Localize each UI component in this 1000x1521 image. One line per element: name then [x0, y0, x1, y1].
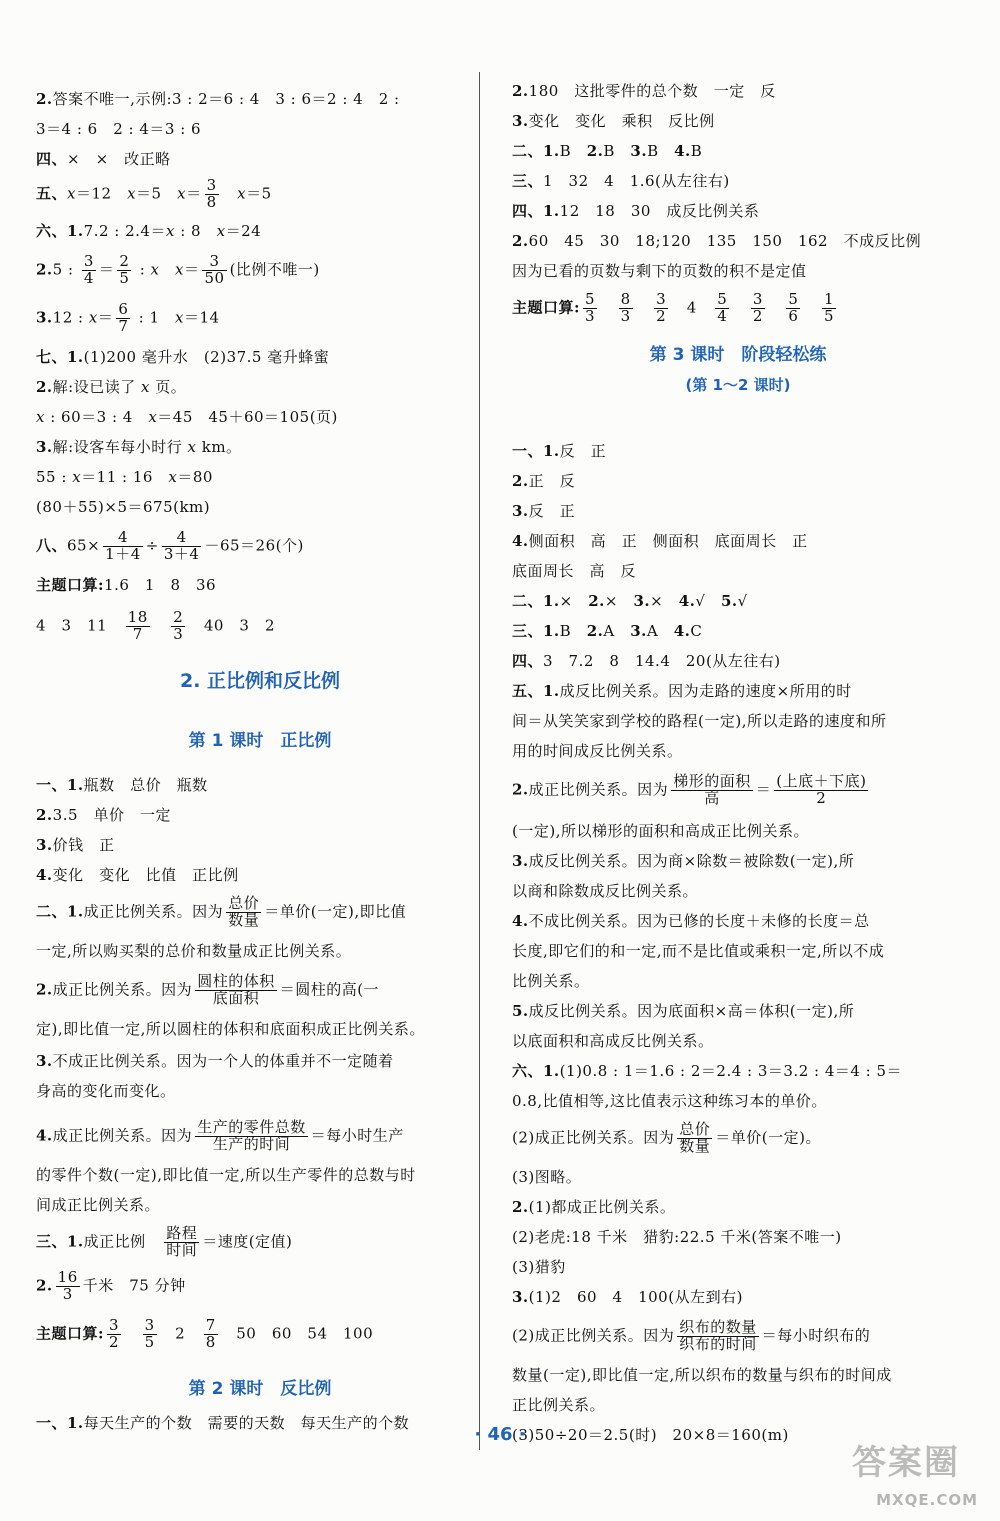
right-answer-line: 以商和除数成反比例关系。 — [512, 882, 699, 900]
right-answer-line: 2.60 45 30 18;120 135 150 162 不成反比例 — [512, 232, 922, 250]
right-answer-line: 二、1.× 2.× 3.× 4.√ 5.√ — [512, 592, 748, 610]
right-answer-line: 2.正 反 — [512, 472, 576, 490]
right-answer-line: 主题口算: $\frac{5}{3}$ $\frac{8}{3}$ $\frac{3}{2}$ 4 $\frac{5}{4}$ $\frac{3}{2}$ $\frac{5}{6}$ $\frac{1}{5}$ — [512, 290, 834, 325]
left-answer-line: 4.成正比例关系。因为 $\frac{\text{生产的零件总数}}{\text{生产的时间}}$ ＝每小时生产 — [36, 1118, 404, 1153]
right-answer-line: 四、3 7.2 8 14.4 20(从左往右) — [512, 652, 781, 670]
right-answer-line: 用的时间成反比例关系。 — [512, 742, 683, 760]
left-answer-line: 主题口算:1.6 1 8 36 — [36, 576, 217, 594]
right-answer-line: 3.反 正 — [512, 502, 576, 520]
right-answer-line: (2)老虎:18 千米 猎豹:22.5 千米(答案不唯一) — [512, 1228, 842, 1246]
right-answer-line: 2.成正比例关系。因为 $\frac{\text{梯形的面积}}{\text{高}}$ ＝ $\frac{\text{(上底＋下底)}}{2}$ — [512, 772, 867, 807]
left-answer-line: 三、1.成正比例 $\frac{\text{路程}}{\text{时间}}$ ＝速度(定值) — [36, 1224, 293, 1259]
left-answer-line: 3.价钱 正 — [36, 836, 115, 854]
left-answer-line: 3＝4 : 6 2 : 4＝3 : 6 — [36, 120, 202, 138]
column-divider — [479, 72, 480, 1450]
right-answer-line: (2)成正比例关系。因为 $\frac{\text{织布的数量}}{\text{织布的时间}}$ ＝每小时织布的 — [512, 1318, 871, 1353]
left-section-title: 2. 正比例和反比例 — [179, 670, 341, 692]
right-answer-line: (3)猎豹 — [512, 1258, 566, 1276]
right-answer-line: 3.变化 变化 乘积 反比例 — [512, 112, 715, 130]
left-answer-line: 一、1.瓶数 总价 瓶数 — [36, 776, 208, 794]
left-answer-line: x : 60＝3 : 4 x＝45 45＋60＝105(页) — [36, 408, 338, 426]
right-answer-line: 五、1.成反比例关系。因为走路的速度×所用的时 — [512, 682, 852, 700]
right-answer-line: 3.(1)2 60 4 100(从左到右) — [512, 1288, 743, 1306]
left-answer-line: 四、× × 改正略 — [36, 150, 171, 168]
left-answer-line: 2.解:设已读了 x 页。 — [36, 378, 187, 396]
right-answer-line: 底面周长 高 反 — [512, 562, 637, 580]
left-answer-line: 二、1.成正比例关系。因为 $\frac{\text{总价}}{\text{数量}}$ ＝单价(一定),即比值 — [36, 894, 407, 929]
watermark-logo-text: 答案圈 — [852, 1443, 960, 1483]
right-answer-line: (一定),所以梯形的面积和高成正比例关系。 — [512, 822, 809, 840]
left-answer-line: (80＋55)×5＝675(km) — [36, 498, 211, 516]
right-answer-line: 以底面积和高成反比例关系。 — [512, 1032, 714, 1050]
left-answer-line: 2.成正比例关系。因为 $\frac{\text{圆柱的体积}}{\text{底面积}}$ ＝圆柱的高(一 — [36, 972, 380, 1007]
left-answer-line: 4.变化 变化 比值 正比例 — [36, 866, 239, 884]
right-answer-line: 4.侧面积 高 正 侧面积 底面周长 正 — [512, 532, 808, 550]
right-answer-line: 间＝从笑笑家到学校的路程(一定),所以走路的速度和所 — [512, 712, 887, 730]
right-answer-line: 六、1.(1)0.8 : 1＝1.6 : 2＝2.4 : 3＝3.2 : 4＝4 : 5＝ — [512, 1062, 903, 1080]
right-answer-line: 三、1.B 2.A 3.A 4.C — [512, 622, 703, 640]
right-answer-line: 三、1 32 4 1.6(从左往右) — [512, 172, 730, 190]
left-answer-line: 一、1.每天生产的个数 需要的天数 每天生产的个数 — [36, 1414, 410, 1432]
right-answer-line: 一、1.反 正 — [512, 442, 607, 460]
left-section-title: 第 2 课时 反比例 — [188, 1379, 332, 1399]
left-answer-line: 2.答案不唯一,示例:3 : 2＝6 : 4 3 : 6＝2 : 4 2 : — [36, 90, 400, 108]
left-answer-line: 定),即比值一定,所以圆柱的体积和底面积成正比例关系。 — [36, 1020, 425, 1038]
right-answer-line: (2)成正比例关系。因为 $\frac{\text{总价}}{\text{数量}}$ ＝单价(一定)。 — [512, 1120, 821, 1155]
left-answer-line: 的零件个数(一定),即比值一定,所以生产零件的总数与时 — [36, 1166, 416, 1184]
watermark-logo — [846, 1435, 978, 1509]
left-answer-line: 主题口算: $\frac{3}{2}$ $\frac{3}{5}$ 2 $\frac{7}{8}$ 50 60 54 100 — [36, 1316, 374, 1351]
left-answer-line: 七、1.(1)200 毫升水 (2)37.5 毫升蜂蜜 — [36, 348, 330, 366]
left-answer-line: 2.3.5 单价 一定 — [36, 806, 172, 824]
right-answer-line: 2.180 这批零件的总个数 一定 反 — [512, 82, 776, 100]
right-answer-line: 长度,即它们的和一定,而不是比值或乘积一定,所以不成 — [512, 942, 885, 960]
left-answer-line: 六、1.7.2 : 2.4＝x : 8 x＝24 — [36, 222, 262, 240]
left-answer-line: 2. $\frac{16}{3}$ 千米 75 分钟 — [36, 1268, 186, 1303]
left-answer-line: 3.12 : x＝ $\frac{6}{7}$ : 1 x＝14 — [36, 300, 220, 335]
right-answer-line: 二、1.B 2.B 3.B 4.B — [512, 142, 703, 160]
right-answer-line: 四、1.12 18 30 成反比例关系 — [512, 202, 760, 220]
left-answer-line: 3.解:设客车每小时行 x km。 — [36, 438, 242, 456]
right-answer-line: 5.成反比例关系。因为底面积×高＝体积(一定),所 — [512, 1002, 855, 1020]
right-answer-line: 3.成反比例关系。因为商×除数＝被除数(一定),所 — [512, 852, 855, 870]
left-answer-line: 55 : x＝11 : 16 x＝80 — [36, 468, 213, 486]
left-answer-line: 五、x＝12 x＝5 x＝ $\frac{3}{8}$ x＝5 — [36, 176, 272, 211]
right-answer-line: 因为已看的页数与剩下的页数的积不是定值 — [512, 262, 807, 280]
right-answer-line: (3)图略。 — [512, 1168, 582, 1186]
right-answer-line: 比例关系。 — [512, 972, 590, 990]
left-answer-line: 4 3 11 $\frac{18}{7}$ $\frac{2}{3}$ 40 3 2 — [36, 608, 276, 643]
left-answer-line: 间成正比例关系。 — [36, 1196, 161, 1214]
left-answer-line: 3.不成正比例关系。因为一个人的体重并不一定随着 — [36, 1052, 394, 1070]
right-answer-line: 正比例关系。 — [512, 1396, 606, 1414]
right-section-title: (第 1～2 课时) — [685, 376, 791, 394]
left-answer-line: 一定,所以购买梨的总价和数量成正比例关系。 — [36, 942, 352, 960]
right-answer-line: (3)50÷20＝2.5(时) 20×8＝160(m) — [512, 1426, 789, 1444]
page-number: · 46 · — [474, 1424, 526, 1445]
left-answer-line: 身高的变化而变化。 — [36, 1082, 176, 1100]
watermark-site: MXQE.COM — [876, 1491, 978, 1509]
left-answer-line: 2.5 : $\frac{3}{4}$ ＝ $\frac{2}{5}$ : x x＝ $\frac{3}{50}$ (比例不唯一) — [36, 252, 320, 287]
right-answer-line: 2.(1)都成正比例关系。 — [512, 1198, 676, 1216]
left-answer-line: 八、65× $\frac{4}{1+4}$ ÷ $\frac{4}{3+4}$ －65＝26(个) — [36, 528, 304, 563]
left-section-title: 第 1 课时 正比例 — [188, 731, 332, 751]
right-answer-line: 4.不成比例关系。因为已修的长度＋未修的长度＝总 — [512, 912, 870, 930]
right-answer-line: 0.8,比值相等,这比值表示这种练习本的单价。 — [512, 1092, 827, 1110]
right-answer-line: 数量(一定),即比值一定,所以织布的数量与织布的时间成 — [512, 1366, 892, 1384]
right-section-title: 第 3 课时 阶段轻松练 — [649, 345, 827, 365]
